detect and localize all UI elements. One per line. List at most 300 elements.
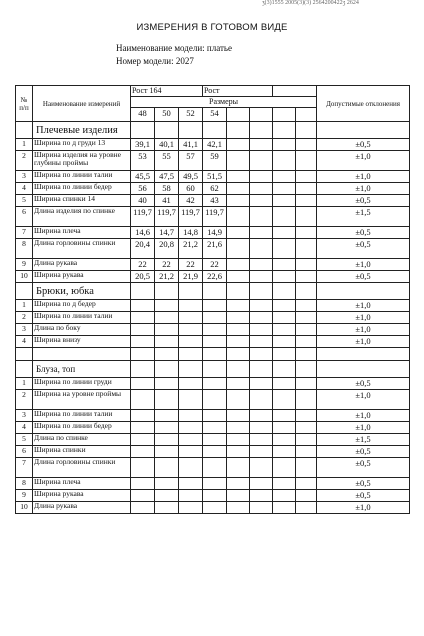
empty-cell — [250, 434, 273, 446]
tolerance-value: ±0,5 — [317, 378, 410, 390]
tolerance-value: ±1,0 — [317, 300, 410, 312]
empty-cell — [296, 490, 317, 502]
empty-cell — [273, 348, 296, 361]
table-row — [16, 171, 410, 183]
size-value: 21,9 — [179, 271, 203, 283]
header-rost-1: Рост 164 — [131, 86, 203, 97]
size-value — [203, 446, 227, 458]
size-value — [179, 434, 203, 446]
size-value: 21,2 — [179, 239, 203, 259]
table-row — [16, 490, 410, 502]
empty-cell — [33, 348, 131, 361]
size-value — [179, 478, 203, 490]
empty-cell — [296, 183, 317, 195]
size-52: 52 — [179, 108, 203, 122]
size-value: 41 — [155, 195, 179, 207]
header-blank — [273, 86, 317, 97]
size-value — [203, 336, 227, 348]
tolerance-value: ±1,0 — [317, 151, 410, 171]
empty-cell — [179, 122, 203, 139]
empty-cell — [227, 390, 250, 410]
empty-cell — [155, 361, 179, 378]
empty-cell — [155, 122, 179, 139]
table-row — [16, 151, 410, 171]
empty-cell — [227, 378, 250, 390]
size-value — [155, 446, 179, 458]
size-value — [131, 410, 155, 422]
empty-cell — [203, 361, 227, 378]
empty-cell — [227, 324, 250, 336]
size-50: 50 — [155, 108, 179, 122]
table-row — [16, 378, 410, 390]
empty-cell — [273, 458, 296, 478]
header-rost-2: Рост — [203, 86, 273, 97]
model-number: Номер модели: 2027 — [116, 56, 194, 66]
empty-cell — [273, 312, 296, 324]
size-value — [203, 490, 227, 502]
size-value — [203, 434, 227, 446]
size-value — [155, 490, 179, 502]
empty-cell — [227, 227, 250, 239]
size-value — [131, 422, 155, 434]
row-number: 5 — [16, 195, 33, 207]
size-value: 60 — [179, 183, 203, 195]
measurement-name: Ширина плеча — [33, 478, 131, 490]
empty-cell — [273, 502, 296, 514]
measurement-name: Ширина по линии бедер — [33, 422, 131, 434]
table-row — [16, 271, 410, 283]
size-value: 119,7 — [131, 207, 155, 227]
size-value: 20,5 — [131, 271, 155, 283]
empty-cell — [317, 122, 410, 139]
empty-cell — [296, 458, 317, 478]
size-value — [179, 300, 203, 312]
size-value — [155, 458, 179, 478]
size-value: 22 — [155, 259, 179, 271]
table-row — [16, 446, 410, 458]
empty-cell — [179, 348, 203, 361]
table-row — [16, 336, 410, 348]
row-number: 2 — [16, 312, 33, 324]
header-name: Наименование измерений — [33, 86, 131, 122]
size-value — [131, 312, 155, 324]
tolerance-value: ±0,5 — [317, 271, 410, 283]
empty-cell — [273, 378, 296, 390]
spacer-row — [16, 348, 410, 361]
size-value — [131, 446, 155, 458]
table-row — [16, 458, 410, 478]
size-value — [179, 422, 203, 434]
empty-cell — [250, 390, 273, 410]
table-row — [16, 183, 410, 195]
row-number: 5 — [16, 434, 33, 446]
empty-cell — [250, 348, 273, 361]
size-value — [203, 390, 227, 410]
empty-cell — [273, 410, 296, 422]
table-row — [16, 239, 410, 259]
size-value: 55 — [155, 151, 179, 171]
measurement-name: Ширина по линии талии — [33, 312, 131, 324]
size-value — [131, 300, 155, 312]
size-value — [179, 490, 203, 502]
empty-cell — [227, 458, 250, 478]
empty-cell — [296, 195, 317, 207]
empty-cell — [296, 312, 317, 324]
size-value — [179, 324, 203, 336]
size-value — [155, 422, 179, 434]
table-row — [16, 324, 410, 336]
empty-cell — [296, 478, 317, 490]
measurement-name: Длина изделия по спинке — [33, 207, 131, 227]
size-value — [179, 446, 203, 458]
empty-cell — [296, 239, 317, 259]
empty-cell — [250, 490, 273, 502]
measurement-name: Длина рукава — [33, 259, 131, 271]
tolerance-value: ±1,0 — [317, 410, 410, 422]
size-value — [179, 378, 203, 390]
measurement-name: Ширина рукава — [33, 271, 131, 283]
empty-cell — [296, 324, 317, 336]
empty-cell — [296, 422, 317, 434]
empty-cell — [273, 434, 296, 446]
page-title: ИЗМЕРЕНИЯ В ГОТОВОМ ВИДЕ — [136, 22, 288, 33]
tolerance-value: ±0,5 — [317, 227, 410, 239]
size-value — [131, 502, 155, 514]
empty-cell — [296, 361, 317, 378]
size-value: 58 — [155, 183, 179, 195]
row-number: 1 — [16, 139, 33, 151]
size-value — [179, 502, 203, 514]
section-row — [16, 283, 410, 300]
tolerance-value: ±1,0 — [317, 312, 410, 324]
empty-cell — [227, 410, 250, 422]
size-value — [131, 336, 155, 348]
size-value — [155, 502, 179, 514]
empty-cell — [131, 283, 155, 300]
size-value: 43 — [203, 195, 227, 207]
row-number: 8 — [16, 478, 33, 490]
size-value: 62 — [203, 183, 227, 195]
row-number: 7 — [16, 227, 33, 239]
empty-cell — [179, 283, 203, 300]
empty-cell — [16, 348, 33, 361]
empty-cell — [250, 478, 273, 490]
empty-cell — [273, 361, 296, 378]
empty-cell — [273, 227, 296, 239]
empty-cell — [250, 361, 273, 378]
size-value: 14,7 — [155, 227, 179, 239]
measurements-table — [15, 85, 410, 514]
measurement-name: Ширина плеча — [33, 227, 131, 239]
empty-cell — [317, 348, 410, 361]
empty-cell — [250, 283, 273, 300]
measurement-name: Ширина по линии талии — [33, 171, 131, 183]
empty-cell — [296, 139, 317, 151]
size-value — [131, 490, 155, 502]
row-number: 3 — [16, 410, 33, 422]
tolerance-value: ±1,0 — [317, 171, 410, 183]
empty-cell — [227, 122, 250, 139]
empty-cell — [273, 151, 296, 171]
empty-cell — [250, 227, 273, 239]
empty-cell — [250, 151, 273, 171]
empty-cell — [273, 422, 296, 434]
size-value — [203, 478, 227, 490]
empty-cell — [296, 390, 317, 410]
empty-cell — [227, 283, 250, 300]
empty-cell — [203, 122, 227, 139]
size-value: 57 — [179, 151, 203, 171]
empty-cell — [16, 361, 33, 378]
size-value: 39,1 — [131, 139, 155, 151]
header-sizes: Размеры — [131, 97, 317, 108]
empty-cell — [227, 207, 250, 227]
empty-cell — [227, 336, 250, 348]
empty-cell — [273, 195, 296, 207]
measurement-name: Ширина внизу — [33, 336, 131, 348]
size-value — [203, 324, 227, 336]
empty-cell — [273, 446, 296, 458]
empty-cell — [16, 122, 33, 139]
measurement-name: Ширина изделия на уровне глубины проймы — [33, 151, 131, 171]
empty-cell — [203, 348, 227, 361]
size-blank — [227, 108, 250, 122]
empty-cell — [203, 283, 227, 300]
tolerance-value: ±1,0 — [317, 324, 410, 336]
empty-cell — [227, 422, 250, 434]
size-value: 49,5 — [179, 171, 203, 183]
size-value: 21,6 — [203, 239, 227, 259]
empty-cell — [155, 283, 179, 300]
empty-cell — [16, 283, 33, 300]
empty-cell — [250, 139, 273, 151]
table-row — [16, 227, 410, 239]
size-54: 54 — [203, 108, 227, 122]
empty-cell — [227, 502, 250, 514]
size-value — [203, 378, 227, 390]
empty-cell — [227, 300, 250, 312]
table-row — [16, 207, 410, 227]
measurement-name: Ширина спинки 14 — [33, 195, 131, 207]
empty-cell — [273, 283, 296, 300]
empty-cell — [250, 183, 273, 195]
row-number: 1 — [16, 378, 33, 390]
empty-cell — [250, 271, 273, 283]
size-value — [179, 336, 203, 348]
measurement-name: Ширина по линии бедер — [33, 183, 131, 195]
empty-cell — [273, 122, 296, 139]
empty-cell — [273, 300, 296, 312]
measurement-name: Ширина по д бедер — [33, 300, 131, 312]
size-value — [179, 410, 203, 422]
size-value: 59 — [203, 151, 227, 171]
empty-cell — [250, 122, 273, 139]
empty-cell — [296, 271, 317, 283]
empty-cell — [250, 422, 273, 434]
size-value — [203, 410, 227, 422]
empty-cell — [273, 171, 296, 183]
empty-cell — [250, 171, 273, 183]
table-row — [16, 139, 410, 151]
table-row — [16, 300, 410, 312]
section-row — [16, 122, 410, 139]
empty-cell — [296, 283, 317, 300]
size-value — [131, 390, 155, 410]
empty-cell — [273, 259, 296, 271]
model-name: Наименование модели: платье — [116, 43, 232, 53]
table-row — [16, 422, 410, 434]
empty-cell — [227, 183, 250, 195]
empty-cell — [296, 434, 317, 446]
empty-cell — [250, 410, 273, 422]
measurement-name: Ширина на уровне проймы — [33, 390, 131, 410]
row-number: 9 — [16, 490, 33, 502]
size-value — [203, 422, 227, 434]
size-value: 56 — [131, 183, 155, 195]
measurement-name: Ширина по д груди 13 — [33, 139, 131, 151]
table-row — [16, 434, 410, 446]
empty-cell — [273, 490, 296, 502]
header-num: № п/п — [16, 86, 33, 122]
size-value — [203, 300, 227, 312]
row-number: 1 — [16, 300, 33, 312]
measurement-name: Длина по спинке — [33, 434, 131, 446]
size-value — [131, 324, 155, 336]
empty-cell — [296, 151, 317, 171]
size-value — [155, 324, 179, 336]
tolerance-value: ±0,5 — [317, 490, 410, 502]
empty-cell — [155, 348, 179, 361]
table-row — [16, 195, 410, 207]
size-value — [155, 390, 179, 410]
tolerance-value: ±1,5 — [317, 434, 410, 446]
empty-cell — [227, 312, 250, 324]
empty-cell — [131, 348, 155, 361]
empty-cell — [227, 195, 250, 207]
empty-cell — [296, 207, 317, 227]
size-value: 47,5 — [155, 171, 179, 183]
tolerance-value: ±1,0 — [317, 259, 410, 271]
empty-cell — [250, 446, 273, 458]
empty-cell — [317, 283, 410, 300]
empty-cell — [250, 195, 273, 207]
size-value: 41,1 — [179, 139, 203, 151]
empty-cell — [273, 478, 296, 490]
empty-cell — [227, 446, 250, 458]
row-number: 4 — [16, 183, 33, 195]
empty-cell — [227, 171, 250, 183]
size-value: 51,5 — [203, 171, 227, 183]
measurement-name: Длина рукава — [33, 502, 131, 514]
size-blank — [296, 108, 317, 122]
tolerance-value: ±0,5 — [317, 139, 410, 151]
header-fragment: ʒ(3)1555 2005(3)(3) 2564200422ʒ 2624 — [262, 0, 359, 6]
tolerance-value: ±0,5 — [317, 458, 410, 478]
empty-cell — [227, 490, 250, 502]
empty-cell — [317, 361, 410, 378]
table-row — [16, 259, 410, 271]
row-number: 2 — [16, 390, 33, 410]
empty-cell — [227, 139, 250, 151]
empty-cell — [179, 361, 203, 378]
size-value — [203, 458, 227, 478]
empty-cell — [296, 348, 317, 361]
tolerance-value: ±1,0 — [317, 502, 410, 514]
empty-cell — [250, 324, 273, 336]
size-blank — [250, 108, 273, 122]
empty-cell — [273, 139, 296, 151]
empty-cell — [273, 183, 296, 195]
row-number: 9 — [16, 259, 33, 271]
row-number: 4 — [16, 336, 33, 348]
size-48: 48 — [131, 108, 155, 122]
section-title: Плечевые изделия — [33, 122, 131, 139]
size-value: 14,9 — [203, 227, 227, 239]
size-value — [131, 458, 155, 478]
tolerance-value: ±1,0 — [317, 422, 410, 434]
size-value: 119,7 — [179, 207, 203, 227]
table-row — [16, 502, 410, 514]
tolerance-value: ±0,5 — [317, 478, 410, 490]
size-value: 42 — [179, 195, 203, 207]
size-value: 22 — [179, 259, 203, 271]
empty-cell — [250, 336, 273, 348]
size-value — [155, 300, 179, 312]
tolerance-value: ±1,0 — [317, 390, 410, 410]
empty-cell — [227, 361, 250, 378]
table-row — [16, 390, 410, 410]
row-number: 10 — [16, 502, 33, 514]
section-title: Брюки, юбка — [33, 283, 131, 300]
empty-cell — [250, 312, 273, 324]
header-tolerance: Допустимые отклонения — [317, 86, 410, 122]
size-value: 14,6 — [131, 227, 155, 239]
empty-cell — [296, 410, 317, 422]
size-value: 119,7 — [155, 207, 179, 227]
empty-cell — [250, 239, 273, 259]
row-number: 6 — [16, 446, 33, 458]
measurement-name: Длина горловины спинки — [33, 458, 131, 478]
size-value — [131, 478, 155, 490]
tolerance-value: ±0,5 — [317, 195, 410, 207]
measurement-name: Длина горловины спинки — [33, 239, 131, 259]
empty-cell — [250, 502, 273, 514]
empty-cell — [296, 227, 317, 239]
empty-cell — [296, 502, 317, 514]
measurement-name: Ширина спинки — [33, 446, 131, 458]
empty-cell — [227, 434, 250, 446]
row-number: 8 — [16, 239, 33, 259]
row-number: 2 — [16, 151, 33, 171]
size-value — [155, 478, 179, 490]
size-value — [179, 312, 203, 324]
section-title: Блуза, топ — [33, 361, 131, 378]
empty-cell — [296, 300, 317, 312]
empty-cell — [296, 336, 317, 348]
size-value — [179, 390, 203, 410]
empty-cell — [273, 336, 296, 348]
tolerance-value: ±0,5 — [317, 239, 410, 259]
size-value — [179, 458, 203, 478]
row-number: 4 — [16, 422, 33, 434]
empty-cell — [227, 348, 250, 361]
size-value: 21,2 — [155, 271, 179, 283]
size-value: 20,8 — [155, 239, 179, 259]
size-value — [155, 336, 179, 348]
size-value: 40 — [131, 195, 155, 207]
empty-cell — [296, 446, 317, 458]
empty-cell — [227, 259, 250, 271]
